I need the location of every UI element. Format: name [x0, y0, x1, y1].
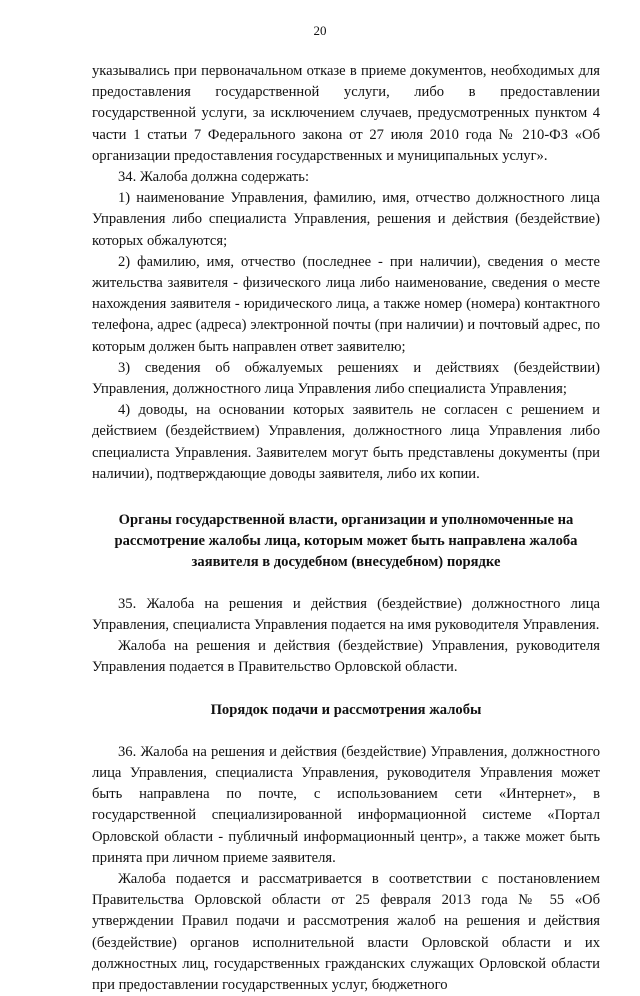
paragraph-subitem-4: 4) доводы, на основании которых заявитель не согласен с решением и действием (бездействием) Управления, должностного лица Управления либо специалиста Управления. Заявителем могут быть представлены документы (при наличии), подтверждающие доводы заявителя, либо их копии. — [92, 402, 600, 482]
paragraph-subitem-2: 2) фамилию, имя, отчество (последнее - при наличии), сведения о месте жительства заявителя - физического лица либо наименование, сведения о месте нахождения заявителя - юридического лица, а также номер (номера) контактного телефона, адрес (адреса) электронной почты (при наличии) и почтовый адрес, по которым должен быть направлен ответ заявителю; — [92, 253, 600, 355]
paragraph-continuation: указывались при первоначальном отказе в приеме документов, необходимых для предоставления государственной услуги, либо в предоставлении государственной услуги, за исключением случаев, предусмотренных пунктом 4 части 1 статьи 7 Федерального закона от 27 июля 2010 года № 210-ФЗ «Об организации предоставления государственных и муниципальных услуг». — [92, 63, 600, 164]
section-heading-procedure: Порядок подачи и рассмотрения жалобы — [210, 702, 482, 719]
paragraph-subitem-1: 1) наименование Управления, фамилию, имя, отчество должностного лица Управления либо специалиста Управления, решения и действия (бездействие) которых обжалуются; — [92, 190, 600, 249]
paragraph-complaint-government: Жалоба на решения и действия (бездействие) Управления, руководителя Управления подается в Правительство Орловской области. — [92, 638, 600, 676]
paragraph-complaint-regulation: Жалоба подается и рассматривается в соответствии с постановлением Правительства Орловской области от 25 февраля 2013 года № 55 «Об утверждении Правил подачи и рассмотрения жалоб на решения и действия (бездействие) органов исполнительной власти Орловской области и их должностных лиц, государственных гражданских служащих Орловской области при предоставлении государственных услуг, бюджетного — [92, 870, 600, 993]
document-body — [92, 61, 600, 996]
page-number: 20 — [313, 23, 327, 38]
paragraph-item-35: 35. Жалоба на решения и действия (бездействие) должностного лица Управления, специалиста Управления подается на имя руководителя Управления. — [92, 595, 600, 633]
section-heading-authorities: Органы государственной власти, организации и уполномоченные на рассмотрение жалобы лица, которым может быть направлена жалоба заявителя в досудебном (внесудебном) порядке — [114, 512, 578, 571]
paragraph-item-36: 36. Жалоба на решения и действия (бездействие) Управления, должностного лица Управления, специалиста Управления, руководителя Управления может быть направлена по почте, с использованием сети «Интернет», в государственной специализированной информационной системе «Портал Орловской области - публичный информационный центр», а также может быть принята при личном приеме заявителя. — [92, 743, 600, 866]
paragraph-subitem-3: 3) сведения об обжалуемых решениях и действиях (бездействии) Управления, должностного лица Управления либо специалиста Управления; — [92, 359, 600, 398]
paragraph-item-34: 34. Жалоба должна содержать: — [118, 169, 309, 186]
